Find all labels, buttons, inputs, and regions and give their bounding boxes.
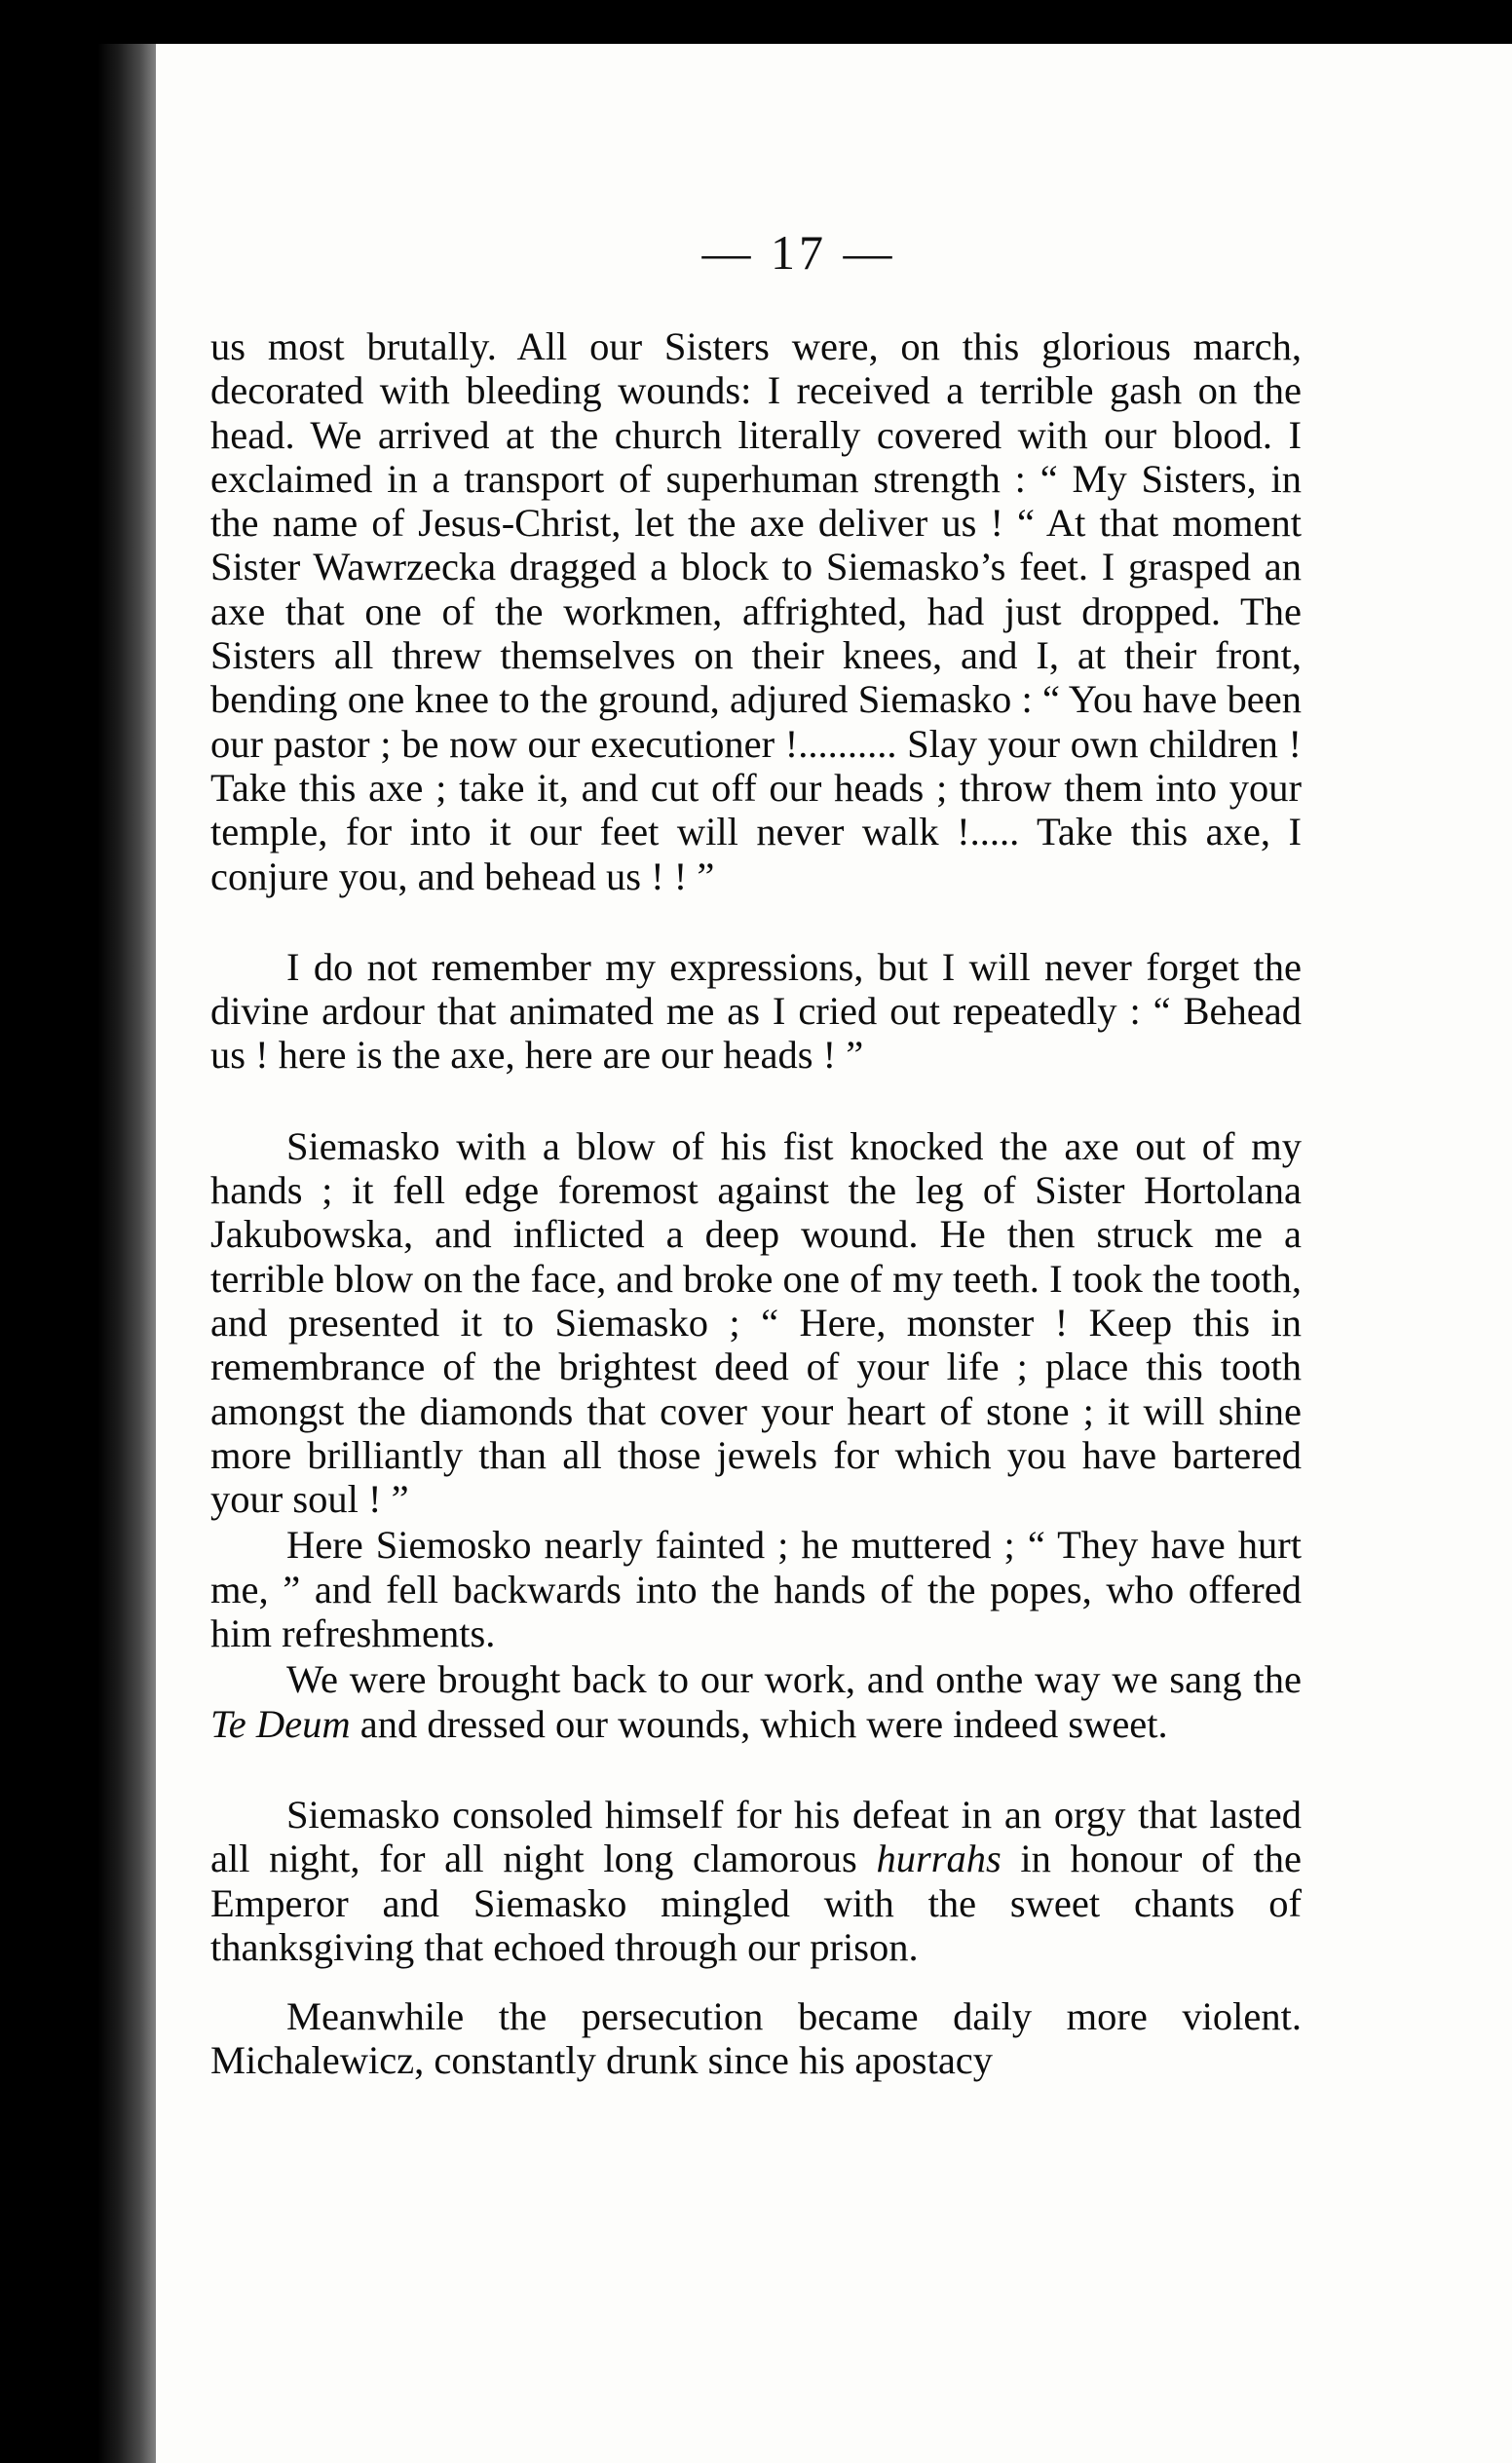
paragraph-2 — [210, 945, 1302, 1078]
paragraph-6-text-a: Siemasko consoled himself for his defeat in an orgy that lasted all night, for all night long clamorous — [210, 1792, 1302, 1881]
paragraph-3 — [210, 1124, 1302, 1522]
paragraph-7 — [210, 1994, 1302, 2083]
paragraph-6-text-b: in honour of the Emperor and Siemasko mingled with the sweet chants of thanksgiving that echoed through our prison. — [210, 1837, 1302, 1969]
paragraph-7-text: Meanwhile the persecution became daily more violent. Michalewicz, constantly drunk since his apostacy — [210, 1994, 1302, 2083]
page-number: — 17 — — [701, 225, 896, 280]
page-body-text — [210, 324, 1302, 2083]
book-binding-shadow — [97, 44, 158, 2463]
paragraph-2-text: I do not remember my expressions, but I will never forget the divine ardour that animated me as I cried out repeatedly : “ Behead us ! here is the axe, here are our heads ! ” — [210, 944, 1302, 1078]
paragraph-5-text-b: and dressed our wounds, which were indeed sweet. — [350, 1701, 1168, 1746]
paragraph-3-text: Siemasko with a blow of his fist knocked the axe out of my hands ; it fell edge foremost against the leg of Sister Hortolana Jakubowska, and inflicted a deep wound. He then struck me a terrible blow on the face, and broke one of my teeth. I took the tooth, and presented it to Siemasko ; “ Here, monster ! Keep this in remembrance of the brightest deed of your life ; place this tooth amongst the diamonds that cover your heart of stone ; it will shine more brilliantly than all those jewels for which you have bartered your soul ! ” — [210, 1123, 1302, 1522]
paragraph-4 — [210, 1523, 1302, 1655]
paragraph-1 — [210, 324, 1302, 898]
paragraph-6-italic-hurrahs: hurrahs — [876, 1837, 1002, 1881]
paragraph-4-text: Here Siemosko nearly fainted ; he muttered ; “ They have hurt me, ” and fell backwards into the hands of the popes, who offered him refreshments. — [210, 1523, 1302, 1656]
paragraph-5-text-a: We were brought back to our work, and onthe way we sang the — [286, 1657, 1302, 1702]
book-page — [156, 44, 1512, 2463]
paragraph-1-text: us most brutally. All our Sisters were, on this glorious march, decorated with bleeding wounds: I received a terrible gash on the head. We arrived at the church literally covered with our blood. I exclaimed in a transport of superhuman strength : “ My Sisters, in the name of Jesus-Christ, let the axe deliver us ! “ At that moment Sister Wawrzecka dragged a block to Siemasko’s feet. I grasped an axe that one of the workmen, affrighted, had just dropped. The Sisters all threw themselves on their knees, and I, at their front, bending one knee to the ground, adjured Siemasko : “ You have been our pastor ; be now our executioner !.......... Slay your own children ! Take this axe ; take it, and cut off our heads ; throw them into your temple, for into it our feet will never walk !..... Take this axe, I conjure you, and behead us ! ! ” — [210, 324, 1302, 898]
paragraph-6 — [210, 1793, 1302, 1969]
paragraph-5-italic-te-deum: Te Deum — [210, 1701, 351, 1746]
paragraph-5 — [210, 1657, 1302, 1746]
